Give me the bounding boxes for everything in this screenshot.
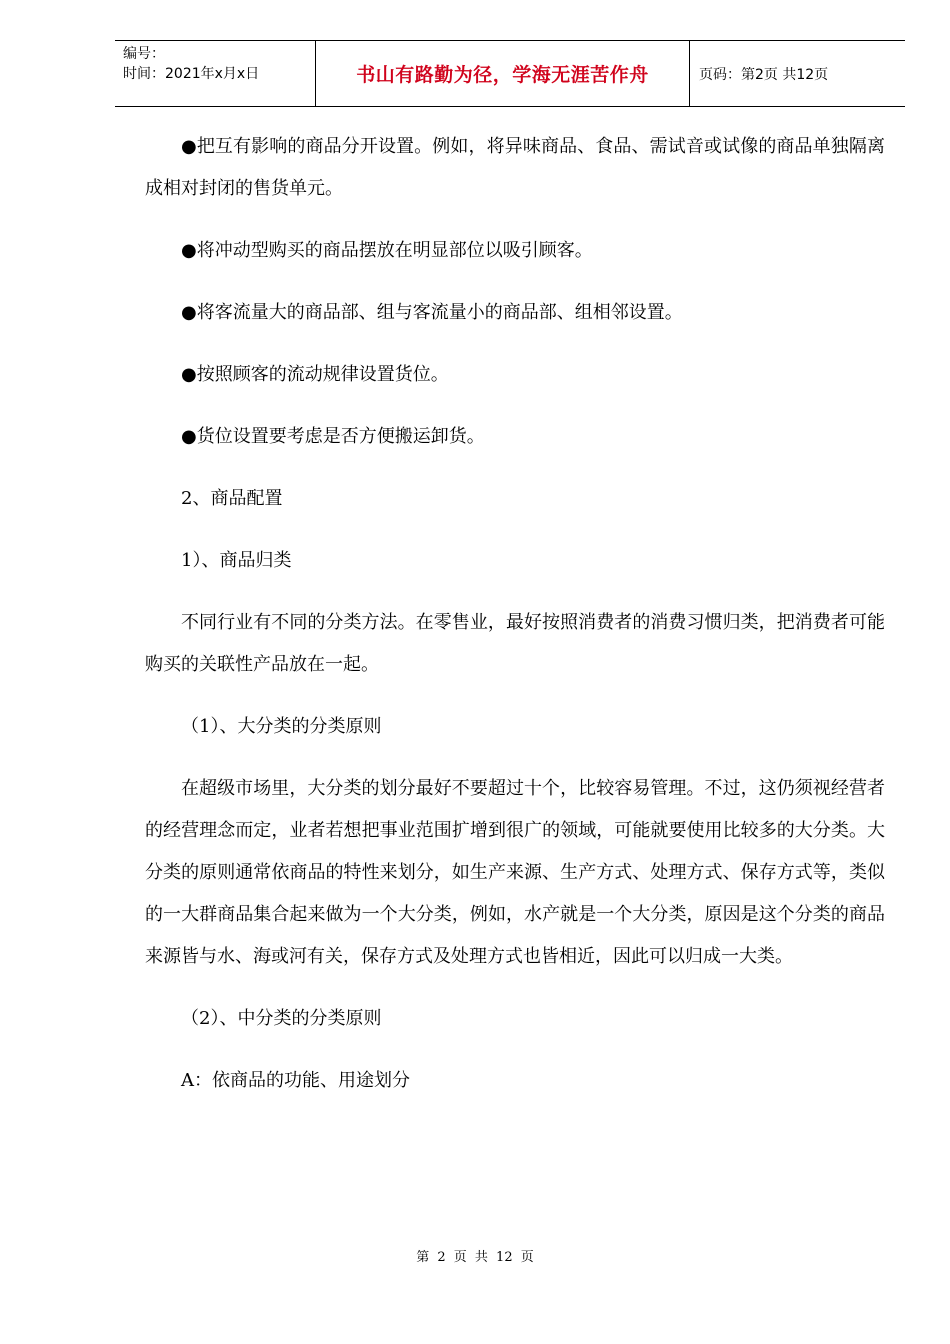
header-motto: 书山有路勤为径，学海无涯苦作舟 bbox=[316, 41, 690, 106]
subsection-heading: 1）、商品归类 bbox=[181, 550, 292, 571]
page-header bbox=[115, 40, 905, 107]
section-heading: 2、商品配置 bbox=[181, 488, 283, 509]
bullet-paragraph: ●把互有影响的商品分开设置。例如，将异味商品、食品、需试音或试像的商品单独隔离成相对封闭的售货单元。 bbox=[145, 136, 885, 199]
header-meta bbox=[115, 41, 316, 106]
bullet-paragraph: ●将冲动型购买的商品摆放在明显部位以吸引顾客。 bbox=[181, 240, 593, 261]
page-footer: 第 2 页 共 12 页 bbox=[416, 1250, 534, 1265]
time-label: 时间：2021年x月x日 bbox=[123, 66, 260, 82]
body-paragraph: A：依商品的功能、用途划分 bbox=[181, 1070, 410, 1091]
bullet-paragraph: ●将客流量大的商品部、组与客流量小的商品部、组相邻设置。 bbox=[181, 302, 683, 323]
subsection-heading: （2）、中分类的分类原则 bbox=[181, 1008, 382, 1029]
header-page-label: 页码：第2页 共12页 bbox=[699, 66, 829, 83]
body-paragraph: 在超级市场里，大分类的划分最好不要超过十个，比较容易管理。不过，这仍须视经营者的经营理念而定，业者若想把事业范围扩增到很广的领域，可能就要使用比较多的大分类。大分类的原则通常依商品的特性来划分，如生产来源、生产方式、处理方式、保存方式等，类似的一大群商品集合起来做为一个大分类，例如，水产就是一个大分类，原因是这个分类的商品来源皆与水、海或河有关，保存方式及处理方式也皆相近，因此可以归成一大类。 bbox=[145, 778, 885, 967]
subsection-heading: （1）、大分类的分类原则 bbox=[181, 716, 382, 737]
document-body bbox=[145, 126, 885, 1102]
bullet-paragraph: ●货位设置要考虑是否方便搬运卸货。 bbox=[181, 426, 485, 447]
number-label: 编号： bbox=[123, 46, 165, 62]
body-paragraph: 不同行业有不同的分类方法。在零售业，最好按照消费者的消费习惯归类，把消费者可能购买的关联性产品放在一起。 bbox=[145, 612, 885, 675]
bullet-paragraph: ●按照顾客的流动规律设置货位。 bbox=[181, 364, 449, 385]
